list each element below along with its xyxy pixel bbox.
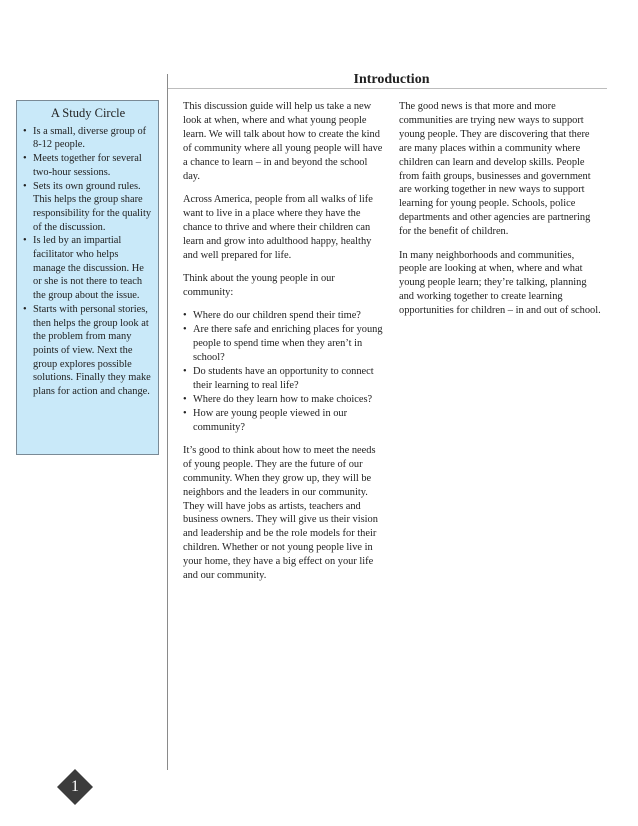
- page-title: Introduction: [353, 72, 430, 87]
- body-paragraph: In many neighborhoods and communities, people are looking at when, where and what young people learn; they’re talking, planning and working together to create learning opportunities for children – in and out of school.: [399, 249, 601, 317]
- body-paragraph: The good news is that more and more communities are trying new ways to support young people. They are discovering that there are many places within a community where children can learn and develop skills. People from faith groups, businesses and government are working together in new ways to support learning for young people. Schools, police departments and other agencies are partnering for the benefit of children.: [399, 101, 591, 238]
- body-paragraph: Think about the young people in our community:: [183, 272, 335, 298]
- sidebar-item: • Starts with personal stories, then helps the group look at the problem from many points of view. Next the group explores possible solutions. Finally they make plans for action and change.: [23, 303, 153, 399]
- question-item: • Are there safe and enriching places for young people to spend time when they aren’t in school?: [183, 323, 383, 365]
- study-circle-sidebar: [16, 100, 159, 455]
- intro-paragraph: This discussion guide will help us take a new look at when, where and what young people learn. We will talk about how to create the kind of community where all young people will have a chance to learn – in and beyond the school day.: [183, 101, 383, 182]
- middle-column: [183, 100, 383, 593]
- question-item: • Where do they learn how to make choices?: [183, 393, 383, 407]
- page-number: 1: [71, 778, 79, 795]
- sidebar-item: • Is led by an impartial facilitator who helps manage the discussion. He or she is not there to teach the group about the issue.: [23, 234, 153, 303]
- sidebar-item: • Is a small, diverse group of 8-12 people.: [23, 125, 153, 152]
- sidebar-item: • Meets together for several two-hour sessions.: [23, 152, 153, 179]
- sidebar-title: A Study Circle: [50, 106, 126, 120]
- question-item: • Where do our children spend their time?: [183, 309, 383, 323]
- question-list: [183, 309, 383, 434]
- sidebar-list: [23, 125, 153, 399]
- body-paragraph: It’s good to think about how to meet the needs of young people. They are the future of our community. When they grow up, they will be neighbors and the leaders in our community. They will have jobs as artists, teachers and business owners. They will give us their vision and leadership and be the role models for their children. Whether or not young people live in your home, they have a big effect on your life and our community.: [183, 444, 378, 582]
- question-item: • How are young people viewed in our community?: [183, 407, 383, 435]
- header-rule: [167, 88, 607, 89]
- question-item: • Do students have an opportunity to connect their learning to real life?: [183, 365, 383, 393]
- sidebar-item: • Sets its own ground rules. This helps the group share responsibility for the quality of the discussion.: [23, 180, 153, 235]
- right-column: [399, 100, 604, 328]
- body-paragraph: Across America, people from all walks of life want to live in a place where they have the chance to thrive and where their children can learn and grow into adulthood happy, healthy and well prepared for life.: [183, 193, 373, 261]
- column-divider: [167, 74, 168, 770]
